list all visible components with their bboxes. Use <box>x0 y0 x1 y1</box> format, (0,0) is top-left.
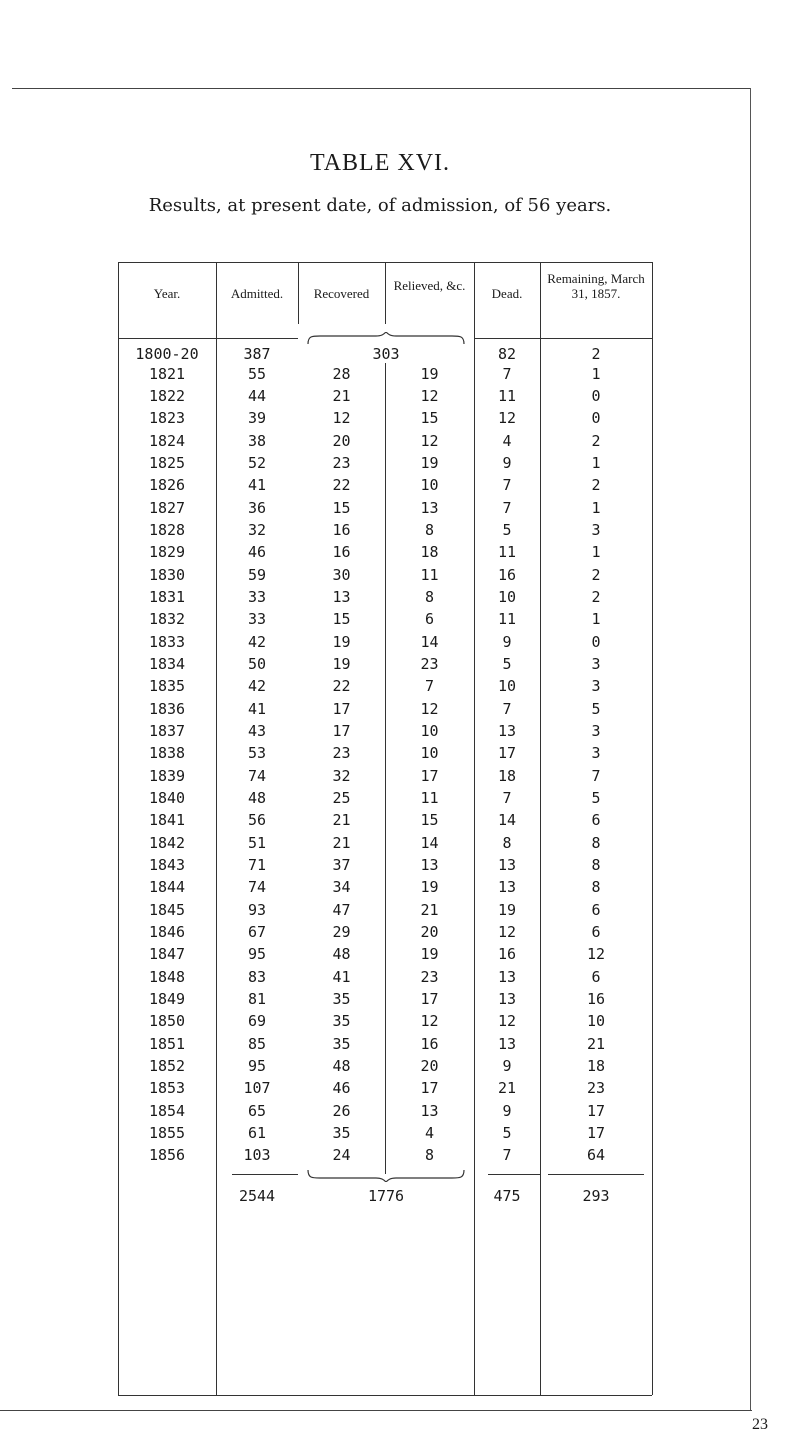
cell-recovered: 46 <box>332 1079 351 1098</box>
cell-dead: 17 <box>497 744 517 763</box>
cell-relieved: 20 <box>420 1056 439 1075</box>
cell-relieved: 4 <box>424 1123 435 1142</box>
cell-recovered: 48 <box>332 945 351 964</box>
cell-admitted: 33 <box>247 587 267 606</box>
cell-year: 1830 <box>148 565 186 584</box>
cell-dead: 7 <box>502 364 512 383</box>
cell-recovered: 29 <box>332 922 351 941</box>
cell-admitted: 38 <box>247 431 267 450</box>
cell-remaining: 8 <box>591 878 601 897</box>
table-title: TABLE XVI. <box>309 150 451 176</box>
header-year: Year. <box>153 285 181 301</box>
cell-recovered: 26 <box>332 1101 351 1120</box>
cell-dead: 12 <box>497 1012 517 1031</box>
cell-admitted: 103 <box>243 1146 271 1165</box>
cell-admitted: 48 <box>247 788 267 807</box>
cell-year: 1842 <box>148 833 186 852</box>
cell-relieved: 11 <box>420 788 439 807</box>
cell-relieved: 12 <box>420 1012 439 1031</box>
cell-remaining: 3 <box>591 744 601 763</box>
cell-admitted: 65 <box>247 1101 267 1120</box>
cell-remaining: 5 <box>591 699 601 718</box>
cell-year: 1824 <box>148 431 186 450</box>
cell-dead: 12 <box>497 922 517 941</box>
header-rule-admitted <box>216 338 298 339</box>
cell-relieved: 16 <box>420 1034 439 1053</box>
cell-remaining: 2 <box>591 587 601 606</box>
cell-admitted: 39 <box>247 409 267 428</box>
cell-dead: 7 <box>502 699 512 718</box>
cell-recovered: 16 <box>332 520 351 539</box>
cell-remaining: 17 <box>586 1123 606 1142</box>
cell-admitted: 36 <box>247 498 267 517</box>
first-row-remaining: 2 <box>591 344 601 363</box>
cell-remaining: 17 <box>586 1101 606 1120</box>
cell-relieved: 19 <box>420 364 439 383</box>
cell-recovered: 23 <box>332 744 351 763</box>
cell-relieved: 12 <box>420 431 439 450</box>
cell-relieved: 8 <box>424 587 435 606</box>
cell-recovered: 48 <box>332 1056 351 1075</box>
total-rule-admitted <box>232 1174 298 1175</box>
cell-dead: 5 <box>502 1123 512 1142</box>
cell-dead: 9 <box>502 453 512 472</box>
cell-remaining: 16 <box>586 989 606 1008</box>
cell-year: 1828 <box>148 520 186 539</box>
cell-recovered: 17 <box>332 699 351 718</box>
cell-admitted: 41 <box>247 699 267 718</box>
cell-remaining: 3 <box>591 677 601 696</box>
cell-admitted: 71 <box>247 855 267 874</box>
page-frame-right <box>750 88 751 1410</box>
cell-year: 1855 <box>148 1123 186 1142</box>
cell-year: 1834 <box>148 654 186 673</box>
cell-relieved: 8 <box>424 520 435 539</box>
table-bottom-rule <box>118 1395 652 1396</box>
cell-recovered: 34 <box>332 878 351 897</box>
page-frame-top <box>12 88 750 89</box>
cell-dead: 16 <box>497 945 517 964</box>
cell-relieved: 6 <box>424 610 435 629</box>
col-rule-right <box>652 262 653 1395</box>
cell-remaining: 6 <box>591 900 601 919</box>
cell-year: 1850 <box>148 1012 186 1031</box>
cell-recovered: 19 <box>332 654 351 673</box>
cell-remaining: 6 <box>591 811 601 830</box>
cell-year: 1823 <box>148 409 186 428</box>
cell-recovered: 28 <box>332 364 351 383</box>
cell-relieved: 8 <box>424 1146 435 1165</box>
header-dead: Dead. <box>491 285 523 301</box>
cell-remaining: 2 <box>591 476 601 495</box>
cell-year: 1827 <box>148 498 186 517</box>
cell-year: 1837 <box>148 721 186 740</box>
cell-year: 1833 <box>148 632 186 651</box>
cell-remaining: 6 <box>591 922 601 941</box>
cell-recovered: 35 <box>332 989 351 1008</box>
cell-recovered: 21 <box>332 811 351 830</box>
cell-admitted: 43 <box>247 721 267 740</box>
page-frame-bottom <box>0 1410 752 1411</box>
cell-year: 1821 <box>148 364 186 383</box>
cell-relieved: 12 <box>420 387 439 405</box>
table-subtitle: Results, at present date, of admission, of 56 years. <box>148 195 612 216</box>
cell-remaining: 1 <box>591 610 601 629</box>
cell-admitted: 93 <box>247 900 267 919</box>
total-remaining: 293 <box>582 1186 610 1205</box>
cell-relieved: 14 <box>420 833 439 852</box>
cell-dead: 11 <box>497 543 517 562</box>
cell-relieved: 19 <box>420 453 439 472</box>
cell-year: 1845 <box>148 900 186 919</box>
cell-recovered: 47 <box>332 900 351 919</box>
cell-admitted: 67 <box>247 922 267 941</box>
cell-remaining: 3 <box>591 520 601 539</box>
cell-relieved: 11 <box>420 565 439 584</box>
cell-remaining: 1 <box>591 498 601 517</box>
cell-recovered: 35 <box>332 1123 351 1142</box>
cell-admitted: 56 <box>247 811 267 830</box>
brace-bottom <box>306 1168 466 1182</box>
cell-dead: 7 <box>502 476 512 495</box>
cell-year: 1841 <box>148 811 186 830</box>
total-rule-remaining <box>548 1174 644 1175</box>
page-number: 23 <box>752 1416 768 1433</box>
cell-year: 1846 <box>148 922 186 941</box>
cell-dead: 8 <box>502 833 512 852</box>
cell-remaining: 5 <box>591 788 601 807</box>
cell-recovered: 30 <box>332 565 351 584</box>
cell-remaining: 2 <box>591 431 601 450</box>
cell-admitted: 95 <box>247 945 267 964</box>
cell-admitted: 74 <box>247 766 267 785</box>
cell-year: 1856 <box>148 1146 186 1165</box>
cell-remaining: 2 <box>591 565 601 584</box>
cell-recovered: 17 <box>332 721 351 740</box>
cell-year: 1849 <box>148 989 186 1008</box>
cell-recovered: 37 <box>332 855 351 874</box>
cell-admitted: 81 <box>247 989 267 1008</box>
cell-remaining: 1 <box>591 543 601 562</box>
cell-remaining: 10 <box>586 1012 606 1031</box>
cell-dead: 5 <box>502 520 512 539</box>
header-rule-remaining <box>540 338 652 339</box>
cell-relieved: 13 <box>420 1101 439 1120</box>
cell-dead: 13 <box>497 878 517 897</box>
cell-dead: 10 <box>497 677 517 696</box>
cell-dead: 21 <box>497 1079 517 1098</box>
cell-remaining: 3 <box>591 654 601 673</box>
cell-dead: 7 <box>502 1146 512 1165</box>
cell-remaining: 12 <box>586 945 606 964</box>
cell-dead: 13 <box>497 989 517 1008</box>
cell-year: 1853 <box>148 1079 186 1098</box>
cell-year: 1838 <box>148 744 186 763</box>
cell-remaining: 18 <box>586 1056 606 1075</box>
cell-admitted: 33 <box>247 610 267 629</box>
cell-relieved: 13 <box>420 855 439 874</box>
cell-dead: 13 <box>497 1034 517 1053</box>
cell-admitted: 52 <box>247 453 267 472</box>
total-recovered-relieved: 1776 <box>367 1186 405 1205</box>
cell-relieved: 17 <box>420 989 439 1008</box>
cell-dead: 13 <box>497 721 517 740</box>
cell-recovered: 41 <box>332 967 351 986</box>
cell-year: 1851 <box>148 1034 186 1053</box>
cell-admitted: 95 <box>247 1056 267 1075</box>
cell-recovered: 19 <box>332 632 351 651</box>
cell-remaining: 7 <box>591 766 601 785</box>
header-recovered: Recovered <box>313 285 370 301</box>
cell-admitted: 44 <box>247 387 267 405</box>
cell-recovered: 13 <box>332 587 351 606</box>
cell-relieved: 23 <box>420 967 439 986</box>
cell-admitted: 55 <box>247 364 267 383</box>
cell-admitted: 61 <box>247 1123 267 1142</box>
cell-relieved: 19 <box>420 878 439 897</box>
cell-recovered: 20 <box>332 431 351 450</box>
cell-year: 1847 <box>148 945 186 964</box>
cell-recovered: 25 <box>332 788 351 807</box>
cell-dead: 5 <box>502 654 512 673</box>
cell-recovered: 32 <box>332 766 351 785</box>
header-relieved: Relieved, &c. <box>393 278 466 294</box>
cell-admitted: 53 <box>247 744 267 763</box>
first-row-year: 1800-20 <box>135 344 199 363</box>
cell-dead: 13 <box>497 855 517 874</box>
cell-remaining: 21 <box>586 1034 606 1053</box>
cell-year: 1843 <box>148 855 186 874</box>
cell-relieved: 19 <box>420 945 439 964</box>
cell-dead: 12 <box>497 409 517 428</box>
cell-dead: 4 <box>502 431 512 450</box>
cell-recovered: 23 <box>332 453 351 472</box>
cell-dead: 9 <box>502 1101 512 1120</box>
cell-year: 1852 <box>148 1056 186 1075</box>
cell-year: 1831 <box>148 587 186 606</box>
header-admitted: Admitted. <box>230 285 284 301</box>
cell-dead: 14 <box>497 811 517 830</box>
cell-recovered: 15 <box>332 498 351 517</box>
cell-year: 1844 <box>148 878 186 897</box>
header-remaining: Remaining, March 31, 1857. <box>547 271 645 302</box>
cell-remaining: 1 <box>591 364 601 383</box>
cell-recovered: 24 <box>332 1146 351 1165</box>
cell-relieved: 10 <box>420 476 439 495</box>
cell-year: 1836 <box>148 699 186 718</box>
first-row-recovered-relieved: 303 <box>372 344 400 363</box>
cell-recovered: 22 <box>332 677 351 696</box>
cell-relieved: 7 <box>424 677 435 696</box>
cell-relieved: 10 <box>420 721 439 740</box>
cell-admitted: 51 <box>247 833 267 852</box>
cell-recovered: 22 <box>332 476 351 495</box>
cell-remaining: 0 <box>591 632 601 651</box>
cell-dead: 18 <box>497 766 517 785</box>
cell-relieved: 23 <box>420 654 439 673</box>
cell-year: 1848 <box>148 967 186 986</box>
total-admitted: 2544 <box>238 1186 276 1205</box>
cell-year: 1854 <box>148 1101 186 1120</box>
first-row-dead: 82 <box>497 344 517 363</box>
cell-dead: 11 <box>497 610 517 629</box>
cell-relieved: 15 <box>420 409 439 428</box>
cell-remaining: 8 <box>591 833 601 852</box>
cell-dead: 16 <box>497 565 517 584</box>
first-row-admitted: 387 <box>243 344 271 363</box>
cell-year: 1829 <box>148 543 186 562</box>
cell-recovered: 35 <box>332 1012 351 1031</box>
cell-relieved: 10 <box>420 744 439 763</box>
header-rule-dead <box>474 338 540 339</box>
cell-relieved: 13 <box>420 498 439 517</box>
cell-admitted: 59 <box>247 565 267 584</box>
cell-remaining: 64 <box>586 1146 606 1165</box>
cell-admitted: 32 <box>247 520 267 539</box>
cell-remaining: 3 <box>591 721 601 740</box>
cell-relieved: 20 <box>420 922 439 941</box>
cell-dead: 10 <box>497 587 517 606</box>
cell-admitted: 42 <box>247 632 267 651</box>
cell-admitted: 69 <box>247 1012 267 1031</box>
cell-recovered: 21 <box>332 833 351 852</box>
cell-recovered: 15 <box>332 610 351 629</box>
cell-dead: 7 <box>502 788 512 807</box>
cell-relieved: 15 <box>420 811 439 830</box>
cell-recovered: 35 <box>332 1034 351 1053</box>
cell-relieved: 17 <box>420 766 439 785</box>
cell-relieved: 18 <box>420 543 439 562</box>
cell-remaining: 23 <box>586 1079 606 1098</box>
cell-year: 1839 <box>148 766 186 785</box>
cell-dead: 13 <box>497 967 517 986</box>
cell-remaining: 8 <box>591 855 601 874</box>
cell-remaining: 1 <box>591 453 601 472</box>
cell-recovered: 21 <box>332 387 351 405</box>
cell-remaining: 0 <box>591 387 601 405</box>
cell-year: 1826 <box>148 476 186 495</box>
cell-relieved: 17 <box>420 1079 439 1098</box>
cell-year: 1825 <box>148 453 186 472</box>
cell-relieved: 14 <box>420 632 439 651</box>
cell-relieved: 12 <box>420 699 439 718</box>
cell-remaining: 6 <box>591 967 601 986</box>
total-dead: 475 <box>493 1186 521 1205</box>
cell-recovered: 12 <box>332 409 351 428</box>
cell-dead: 7 <box>502 498 512 517</box>
cell-admitted: 46 <box>247 543 267 562</box>
header-rule-year <box>118 338 216 339</box>
cell-year: 1832 <box>148 610 186 629</box>
cell-remaining: 0 <box>591 409 601 428</box>
cell-admitted: 107 <box>243 1079 271 1098</box>
cell-year: 1835 <box>148 677 186 696</box>
cell-dead: 9 <box>502 1056 512 1075</box>
cell-year: 1840 <box>148 788 186 807</box>
cell-relieved: 21 <box>420 900 439 919</box>
total-rule-dead <box>488 1174 540 1175</box>
cell-year: 1822 <box>148 387 186 405</box>
cell-recovered: 16 <box>332 543 351 562</box>
cell-admitted: 85 <box>247 1034 267 1053</box>
cell-dead: 9 <box>502 632 512 651</box>
cell-dead: 19 <box>497 900 517 919</box>
cell-dead: 11 <box>497 387 517 405</box>
cell-admitted: 83 <box>247 967 267 986</box>
cell-admitted: 42 <box>247 677 267 696</box>
cell-admitted: 74 <box>247 878 267 897</box>
cell-admitted: 41 <box>247 476 267 495</box>
cell-admitted: 50 <box>247 654 267 673</box>
